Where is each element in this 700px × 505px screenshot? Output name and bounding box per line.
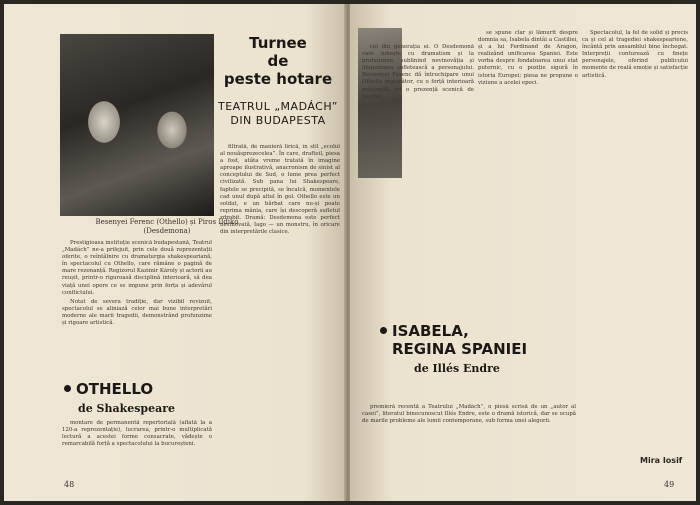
section-title: OTHELLO: [76, 380, 154, 398]
paragraph: Notat de severa tradiție, dar vizibil revizuit, spectacolul se aliniază celor mai bune interpretări moderne ale marii tragedii, demonstrând profunzime și rigoare artistică.: [62, 298, 212, 327]
page-number-right: 49: [664, 480, 675, 489]
right-page-bottom-column: [362, 404, 576, 484]
right-page-right-column: [582, 30, 688, 470]
section-author: de Shakespeare: [78, 402, 176, 415]
right-page-left-column: [362, 44, 474, 266]
article-subtitle-line-2: DIN BUDAPESTA: [230, 114, 326, 127]
paragraph: filtrată, de manieră lirică, în stil „ecolul al nouăsprezecelea”. În care, drafteil, piesa a fost, atâta vreme tratată în imagine aproape ilustrativă, anacronism de sinist al conceptului de Sud, o lume prea perfect civilizată. Sub pana lui Shakespeare, faptele se precipită, se încalcă, momentele cad unul după altul în gol. Othello este un soldat, e un bărbat care nu-și poate reprima mânia, care își descoperă sufletul zdrobit. Dramă: Desdemona este perfect nevinovată, Iago — un monstru, în oricare din interpretările clasice.: [220, 144, 340, 236]
isabela-section-heading: [380, 322, 580, 376]
left-page-left-column: [62, 240, 212, 380]
article-title-line-1: Turnee: [249, 34, 307, 52]
article-title-line-2: de: [267, 52, 289, 70]
paragraph: montare de permanentă repertorială (aflată la a 120-a reprezentație), lucrarea, printr-o multiplicată lectură a acestei forme consacrate, vădește o remarcabilă forță a spectacolului la bucureșteni.: [62, 420, 212, 448]
right-page-middle-column: [478, 30, 578, 266]
page-number-left: 48: [64, 480, 75, 489]
left-page: [4, 4, 346, 501]
paragraph: cei din generația ei. O Desdemonă care iubește cu dramatism și la profunzime, sublinind nevinovăția și limpezimea sufletească a personajului. Bessenyei Ferenc dă întruchipare unui Othello impunător, cu o forță interioară neistovită, cu o prezență scenică de neuitat.: [362, 44, 474, 100]
left-page-bottom-column: [62, 420, 212, 470]
magazine-spread: [4, 4, 696, 501]
paragraph: premieră recentă a Teatrului „Madách”, o piesă scrisă de un „autor al casei”, literatul binecunoscut Illés Endre, este o dramă istorică, dar se ocupă de marile probleme ale lumii contemporane, sub forma unei alegorii.: [362, 404, 576, 425]
author-signature: Mira Iosif: [640, 456, 683, 465]
bullet-icon: [380, 327, 387, 334]
article-title-block: [216, 34, 340, 128]
paragraph: Spectacolul, la fel de solid și precis ca și cel al tragediei shakespeariene, încântă prin ansamblul bine închegat. Interpreții conturează cu finețe personajele, oferind publicului momente de reală emoție și satisfacție artistică.: [582, 30, 688, 79]
paragraph: Prestigioasa instituție scenică budapestană, Teatrul „Madách” ne-a prilejuit, prin cele două reprezentații oferite, o reîntâlnire cu dramaturgia shakespeariană, în spectacolul cu Othello, care rămâne o pagină de mare rezonanță. Regizorul Kazimir Károly și actorii au reușit, printr-o riguroasă disciplină interioară, să dea viață unei opere ce se impune prin forța și adevărul conflictului.: [62, 240, 212, 296]
photo-caption: Besenyei Ferenc (Othello) și Piros Ildikó (Desdemona): [95, 218, 239, 235]
section-title-line-2: REGINA SPANIEI: [392, 340, 528, 358]
paragraph: se spune clar și lămurit despre domnia sa, Isabela dintâi a Castiliei, și a lui Ferdinand de Aragon, realizând unificarea Spaniei. Este vorba despre fondatoarea unui stat puternic, cu o poziție sigură în istoria Europei; piesa ne propune o viziune a acelei epoci.: [478, 30, 578, 86]
othello-section-heading: [64, 380, 214, 416]
article-title-line-3: peste hotare: [223, 70, 333, 88]
bullet-icon: [64, 385, 71, 392]
article-subtitle-line-1: TEATRUL „MADÁCH”: [217, 100, 338, 113]
othello-production-photo: [60, 34, 214, 216]
section-title-line-1: ISABELA,: [392, 322, 469, 340]
left-page-right-column: [220, 144, 340, 464]
section-author: de Illés Endre: [414, 362, 500, 375]
right-page: [350, 4, 696, 501]
